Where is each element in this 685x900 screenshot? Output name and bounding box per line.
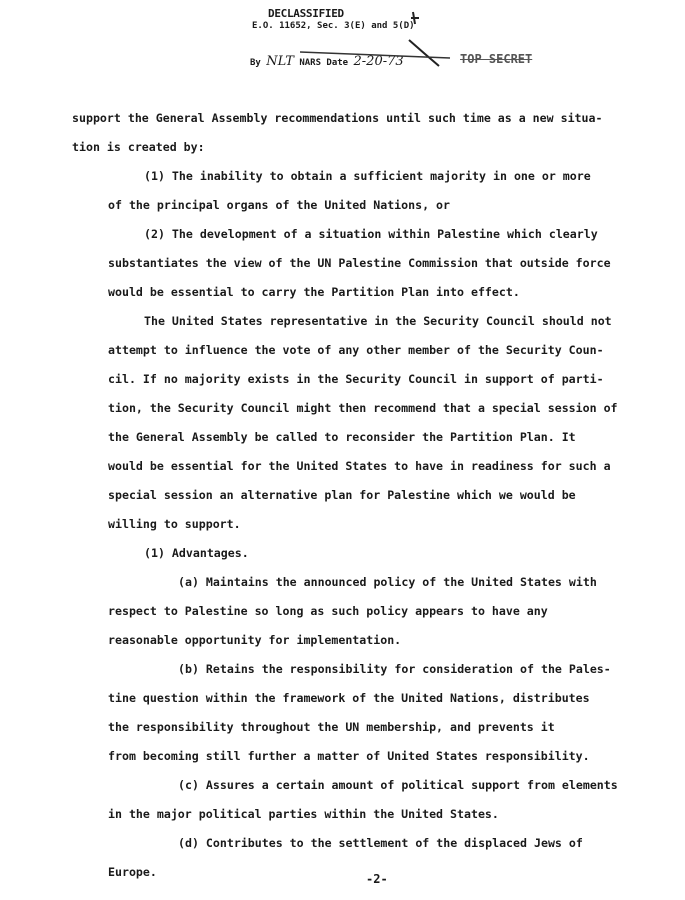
text-line-27: Europe. (108, 865, 157, 879)
text-line-2: tion is created by: (72, 140, 205, 154)
text-line-9: attempt to influence the vote of any other member of the Security Coun- (108, 343, 604, 357)
text-line-24: (c) Assures a certain amount of political support from elements (178, 778, 618, 792)
text-line-8: The United States representative in the Security Council should not (144, 314, 612, 328)
stamp-by-initials: NLT (266, 54, 294, 69)
stamp-by-label: By (250, 58, 261, 68)
text-line-17: (a) Maintains the announced policy of the United States with (178, 575, 597, 589)
text-line-3: (1) The inability to obtain a sufficient majority in one or more (144, 169, 591, 183)
text-line-4: of the principal organs of the United Nations, or (108, 198, 451, 212)
text-line-19: reasonable opportunity for implementation. (108, 633, 402, 647)
text-line-16: (1) Advantages. (144, 546, 249, 560)
text-line-25: in the major political parties within the United States. (108, 807, 499, 821)
text-line-20: (b) Retains the responsibility for consideration of the Pales- (178, 662, 611, 676)
text-line-14: special session an alternative plan for Palestine which we would be (108, 488, 576, 502)
text-line-5: (2) The development of a situation within Palestine which clearly (144, 227, 598, 241)
text-line-10: cil. If no majority exists in the Security Council in support of parti- (108, 372, 604, 386)
text-line-7: would be essential to carry the Partition Plan into effect. (108, 285, 520, 299)
page-number: -2- (366, 872, 388, 886)
classification-marking: TOP SECRET (460, 52, 533, 66)
text-line-18: respect to Palestine so long as such policy appears to have any (108, 604, 548, 618)
stamp-title: DECLASSIFIED (268, 7, 344, 20)
stamp-underline (300, 50, 460, 64)
text-line-6: substantiates the view of the UN Palestine Commission that outside force (108, 256, 611, 270)
stamp-date: 2-20-73 (353, 54, 404, 69)
text-line-22: the responsibility throughout the UN membership, and prevents it (108, 720, 555, 734)
text-line-11: tion, the Security Council might then recommend that a special session of (108, 401, 618, 415)
memo-body (72, 104, 632, 887)
text-line-13: would be essential for the United States to have in readiness for such a (108, 459, 611, 473)
text-line-23: from becoming still further a matter of United States responsibility. (108, 749, 590, 763)
text-line-12: the General Assembly be called to reconsider the Partition Plan. It (108, 430, 576, 444)
text-line-21: tine question within the framework of the United Nations, distributes (108, 691, 590, 705)
stamp-authority: E.O. 11652, Sec. 3(E) and 5(D) (252, 21, 415, 31)
text-line-15: willing to support. (108, 517, 241, 531)
text-line-26: (d) Contributes to the settlement of the displaced Jews of (178, 836, 583, 850)
stamp-date-label: NARS Date (299, 58, 349, 68)
text-line-1: support the General Assembly recommendations until such time as a new situa- (72, 111, 603, 125)
